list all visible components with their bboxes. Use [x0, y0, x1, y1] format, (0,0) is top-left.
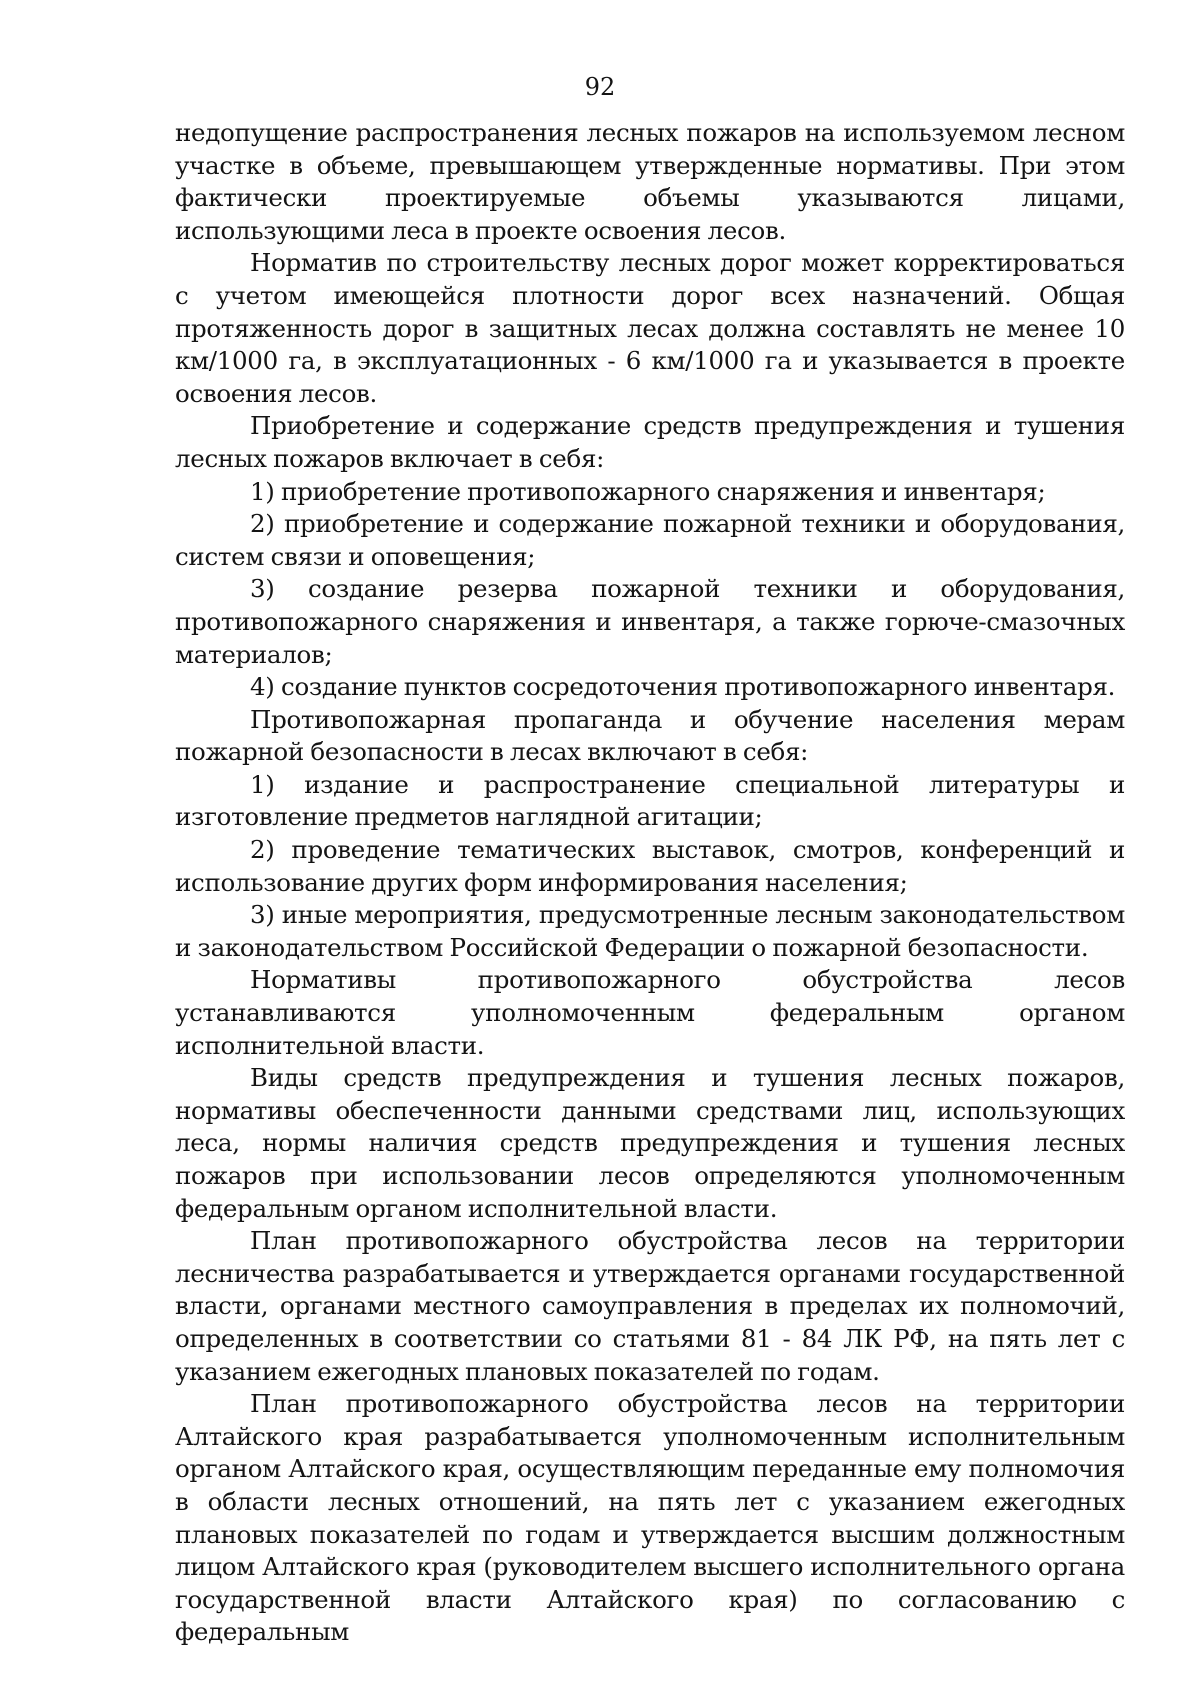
list-item-equipment-3: 3) создание резерва пожарной техники и оборудования, противопожарного снаряжения и инвентаря, а также горюче-смазочных материалов;	[175, 574, 1125, 669]
list-item-equipment-1: 1) приобретение противопожарного снаряжения и инвентаря;	[250, 476, 1046, 506]
page-number: 92	[584, 73, 616, 101]
list-item-propaganda-3: 3) иные мероприятия, предусмотренные лесным законодательством и законодательством Российской Федерации о пожарной безопасности.	[175, 900, 1125, 962]
paragraph-altai-plan: План противопожарного обустройства лесов на территории Алтайского края разрабатывается уполномоченным исполнительным органом Алтайского края, осуществляющим переданные ему полномочия в области лесных отношений, на пять лет с указанием ежегодных плановых показателей по годам и утверждается высшим должностным лицом Алтайского края (руководителем высшего исполнительного органа государственной власти Алтайского края) по согласованию с федеральным	[175, 1389, 1125, 1647]
list-item-equipment-2: 2) приобретение и содержание пожарной техники и оборудования, систем связи и оповещения;	[175, 509, 1125, 571]
paragraph-fire-equipment-intro: Приобретение и содержание средств предупреждения и тушения лесных пожаров включает в себя:	[175, 411, 1125, 473]
list-item-propaganda-2: 2) проведение тематических выставок, смотров, конференций и использование других форм информирования населения;	[175, 835, 1125, 897]
paragraph-propaganda-intro: Противопожарная пропаганда и обучение населения мерам пожарной безопасности в лесах включают в себя:	[175, 704, 1125, 767]
list-item-equipment-4: 4) создание пунктов сосредоточения противопожарного инвентаря.	[250, 672, 1116, 702]
paragraph-forestry-plan: План противопожарного обустройства лесов на территории лесничества разрабатывается и утверждается органами государственной власти, органами местного самоуправления в пределах их полномочий, определенных в соответствии со статьями 81 - 84 ЛК РФ, на пять лет с указанием ежегодных плановых показателей по годам.	[175, 1226, 1125, 1386]
list-item-propaganda-1: 1) издание и распространение специальной литературы и изготовление предметов наглядной агитации;	[175, 769, 1125, 832]
paragraph-norms-authority: Нормативы противопожарного обустройства лесов устанавливаются уполномоченным федеральным органом исполнительной власти.	[175, 965, 1125, 1060]
paragraph-continuation: недопущение распространения лесных пожаров на используемом лесном участке в объеме, превышающем утвержденные нормативы. При этом фактически проектируемые объемы указываются лицами, использующими леса в проекте освоения лесов.	[175, 118, 1125, 245]
paragraph-road-norms: Норматив по строительству лесных дорог может корректироваться с учетом имеющейся плотности дорог всех назначений. Общая протяженность дорог в защитных лесах должна составлять не менее 10 км/1000 га, в эксплуатационных - 6 км/1000 га и указывается в проекте освоения лесов.	[175, 248, 1125, 408]
paragraph-means-types: Виды средств предупреждения и тушения лесных пожаров, нормативы обеспеченности данными средствами лиц, использующих леса, нормы наличия средств предупреждения и тушения лесных пожаров при использовании лесов определяются уполномоченным федеральным органом исполнительной власти.	[175, 1063, 1125, 1223]
document-body	[175, 117, 1125, 1649]
